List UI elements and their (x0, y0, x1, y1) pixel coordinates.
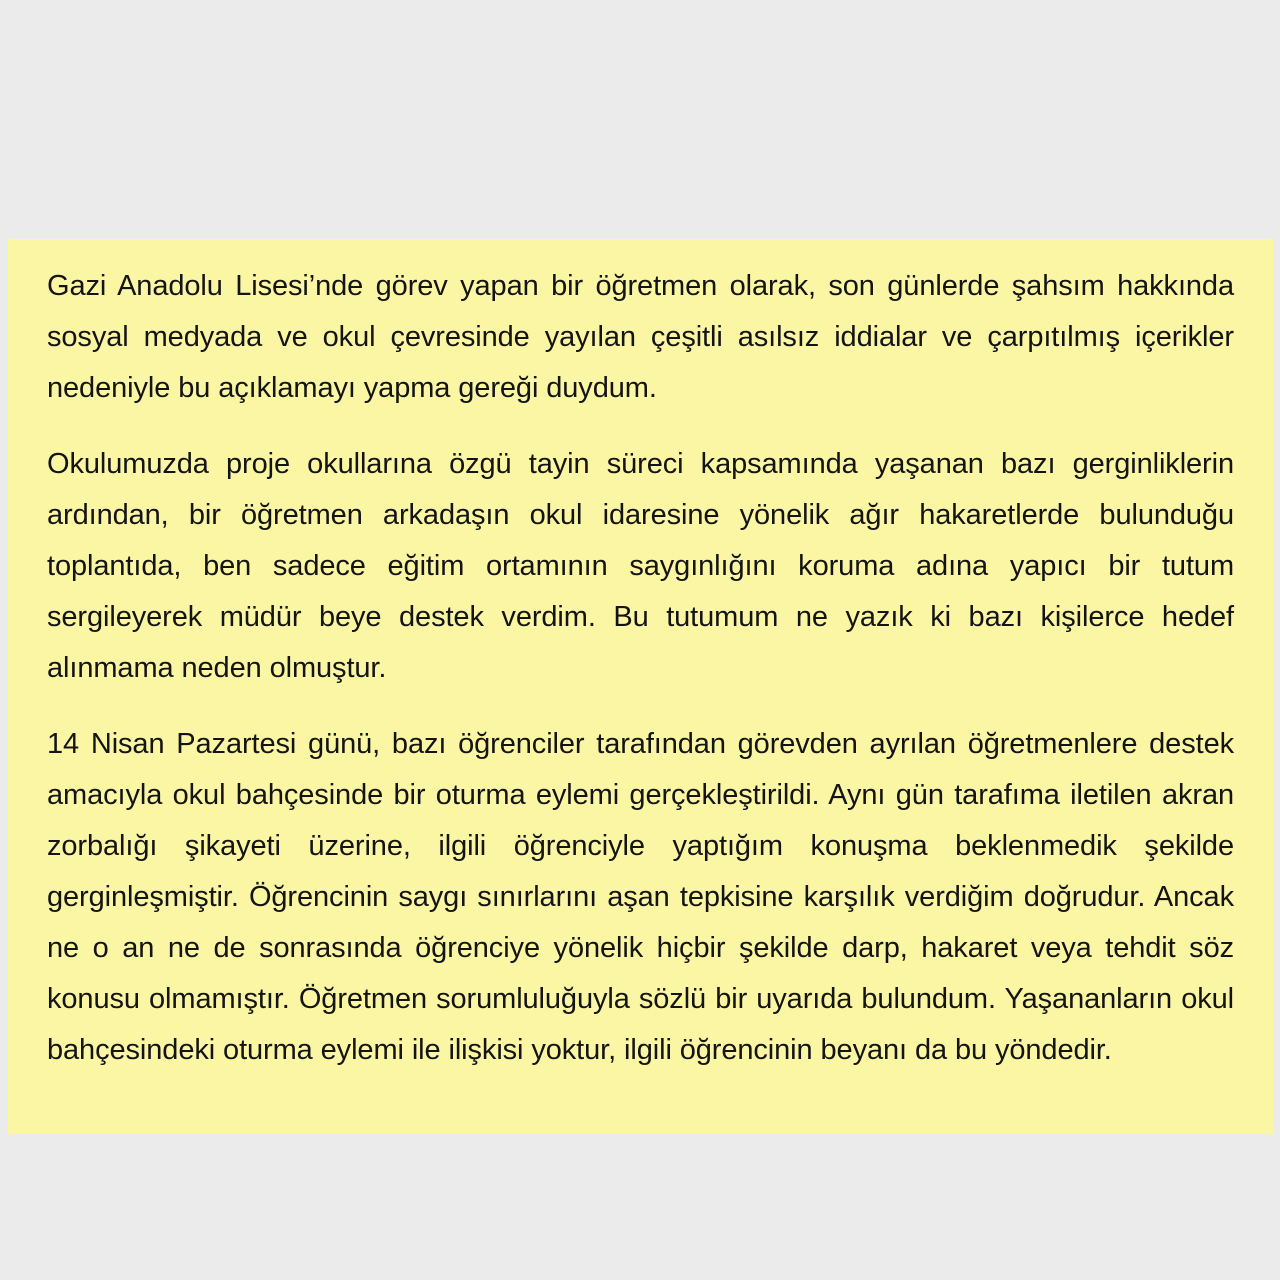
statement-card (8, 239, 1273, 1134)
statement-paragraph-2: Okulumuzda proje okullarına özgü tayin süreci kapsamında yaşanan bazı gerginliklerin ardından, bir öğretmen arkadaşın okul idaresine yönelik ağır hakaretlerde bulunduğu toplantıda, ben sadece eğitim ortamının saygınlığını koruma adına yapıcı bir tutum sergileyerek müdür beye destek verdim. Bu tutumum ne yazık ki bazı kişilerce hedef alınmama neden olmuştur. (47, 448, 1234, 684)
statement-paragraph-3: 14 Nisan Pazartesi günü, bazı öğrenciler tarafından görevden ayrılan öğretmenlere destek amacıyla okul bahçesinde bir oturma eylemi gerçekleştirildi. Aynı gün tarafıma iletilen akran zorbalığı şikayeti üzerine, ilgili öğrenciyle yaptığım konuşma beklenmedik şekilde gerginleşmiştir. Öğrencinin saygı sınırlarını aşan tepkisine karşılık verdiğim doğrudur. Ancak ne o an ne de sonrasında öğrenciye yönelik hiçbir şekilde darp, hakaret veya tehdit söz konusu olmamıştır. Öğretmen sorumluluğuyla sözlü bir uyarıda bulundum. Yaşananların okul bahçesindeki oturma eylemi ile ilişkisi yoktur, ilgili öğrencinin beyanı da bu yöndedir. (47, 728, 1234, 1066)
statement-paragraph-1: Gazi Anadolu Lisesi’nde görev yapan bir öğretmen olarak, son günlerde şahsım hakkında sosyal medyada ve okul çevresinde yayılan çeşitli asılsız iddialar ve çarpıtılmış içerikler nedeniyle bu açıklamayı yapma gereği duydum. (47, 270, 1234, 404)
